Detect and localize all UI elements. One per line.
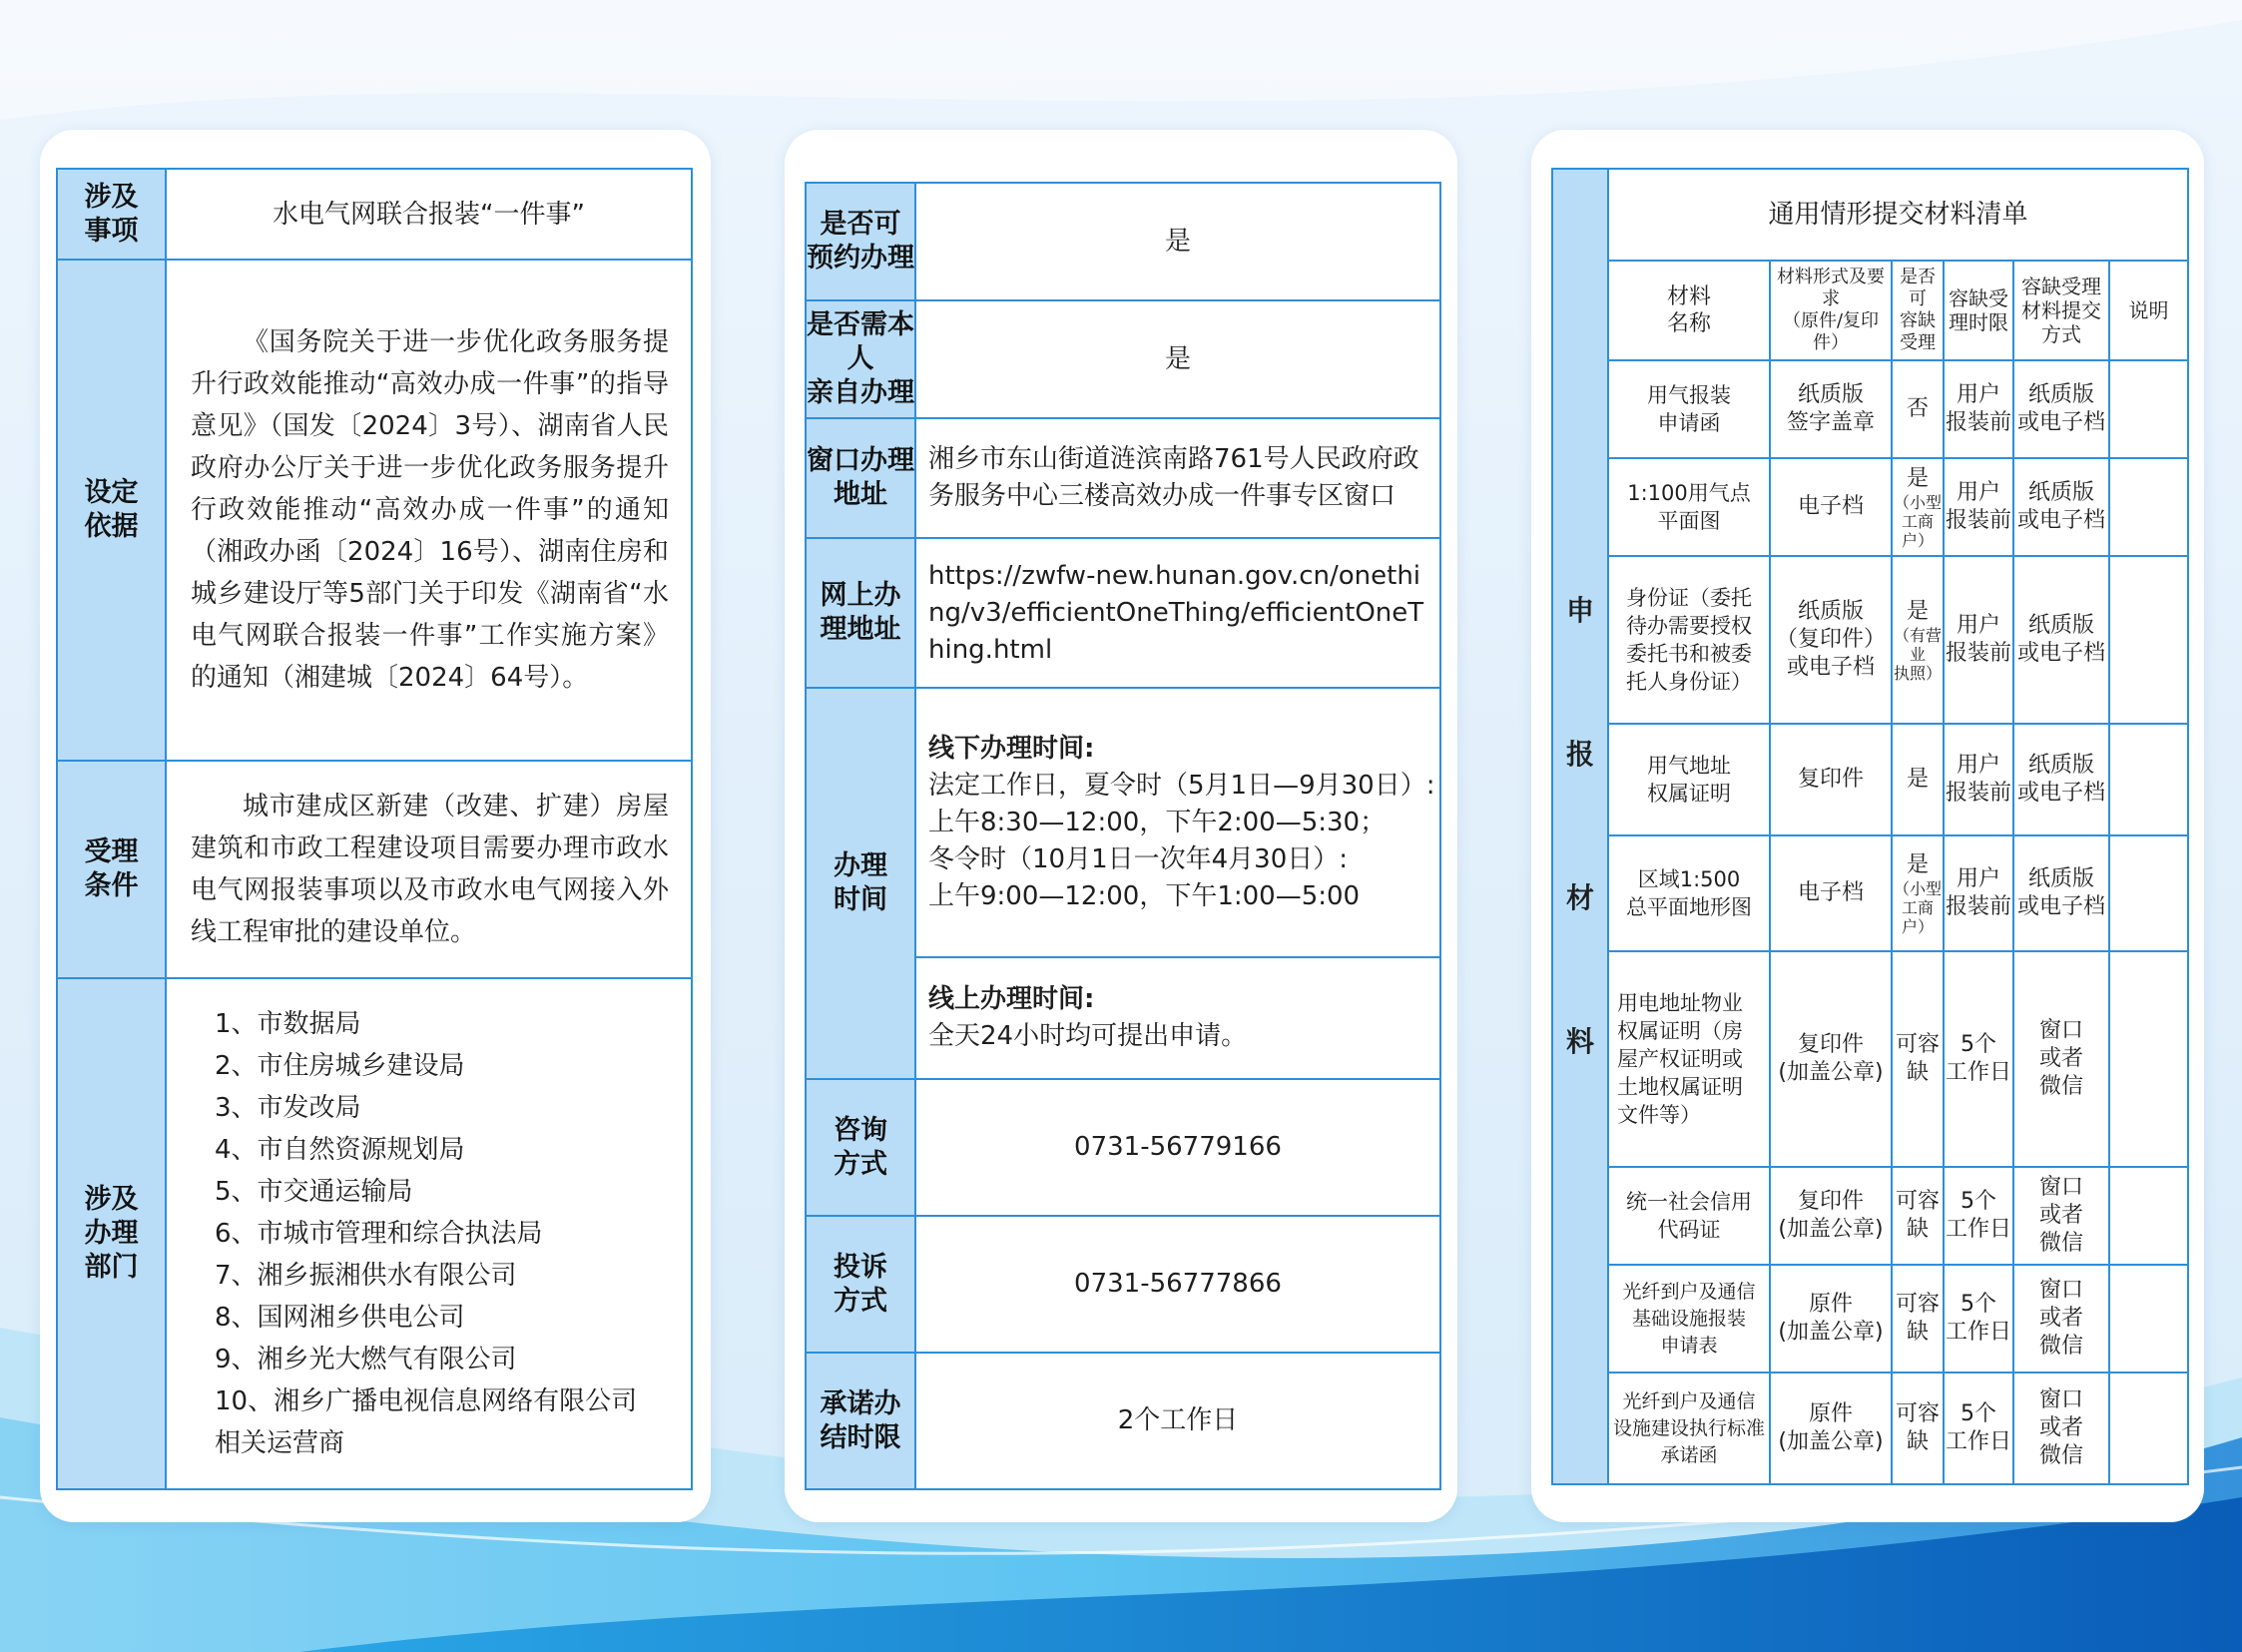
materials-side-label: 申 报 材 料 (1565, 594, 1594, 1058)
cell-form: 电子档 (1797, 494, 1864, 519)
table-row (1552, 360, 2188, 458)
cell-method: 窗口 或者 微信 (2038, 1278, 2083, 1359)
complaint-label: 投诉 方式 (834, 1251, 887, 1317)
department-item: 10、湘乡广播电视信息网络有限公司 (215, 1386, 638, 1416)
online-address-link[interactable]: https://zwfw-new.hunan.gov.cn/onething/v3/efficientOneThing/efficientOneThing.html (915, 538, 1440, 688)
cell-name: 1:100用气点 平面图 (1627, 481, 1751, 533)
offline-hours-line: 上午8:30—12:00，下午2:00—5:30； (928, 807, 1387, 837)
cell-form: 复印件 (加盖公章) (1778, 1189, 1884, 1242)
department-item: 8、国网湘乡供电公司 (215, 1303, 465, 1333)
departments-label: 涉及 办理 部门 (57, 978, 166, 1489)
cell-time: 用户 报装前 (1945, 866, 2011, 919)
cell-note (2109, 360, 2188, 458)
consult-phone: 0731-56779166 (915, 1079, 1440, 1216)
cell-form: 纸质版 签字盖章 (1786, 382, 1875, 435)
department-item: 1、市数据局 (215, 1009, 361, 1039)
cell-method: 纸质版 或电子档 (2016, 866, 2105, 919)
department-item: 5、市交通运输局 (215, 1177, 413, 1207)
cell-method: 纸质版 或电子档 (2016, 382, 2105, 435)
item-label: 涉及 事项 (57, 169, 166, 260)
cell-name: 区域1:500 总平面地形图 (1626, 867, 1752, 919)
departments-list (166, 978, 692, 1489)
materials-title: 通用情形提交材料清单 (1608, 169, 2188, 261)
offline-hours-line: 上午9:00—12:00，下午1:00—5:00 (928, 880, 1361, 911)
cell-note (2109, 724, 2188, 835)
complaint-phone: 0731-56777866 (915, 1216, 1440, 1353)
cell-allow: 是 (1906, 465, 1929, 491)
online-hours-text: 全天24小时均可提出申请。 (928, 1021, 1248, 1051)
offline-hours-line: 法定工作日，夏令时（5月1日—9月30日）: (928, 770, 1435, 801)
materials-table (1551, 168, 2189, 1485)
cell-form: 复印件 (1797, 767, 1864, 792)
cell-time: 用户 报装前 (1945, 480, 2011, 533)
cell-note (2109, 1167, 2188, 1265)
cell-name: 光纤到户及通信 基础设施报装 申请表 (1622, 1280, 1756, 1357)
cell-name: 用气报装 申请函 (1647, 383, 1731, 435)
cell-method: 窗口 或者 微信 (2038, 1175, 2083, 1256)
cell-form: 原件 (加盖公章) (1778, 1401, 1884, 1454)
cell-note (2109, 458, 2188, 556)
department-item: 相关运营商 (215, 1428, 345, 1458)
online-address-label: 网上办 理地址 (820, 580, 901, 645)
cell-time: 用户 报装前 (1945, 382, 2011, 435)
cell-method: 窗口 或者 微信 (2038, 1018, 2083, 1099)
department-item: 2、市住房城乡建设局 (215, 1051, 465, 1081)
cell-allow-note: （小型 工商户） (1893, 492, 1942, 550)
hours-label: 办理 时间 (834, 850, 887, 915)
item-value: 水电气网联合报装“一件事” (166, 169, 692, 260)
appointment-value: 是 (915, 183, 1440, 300)
cell-allow: 可容缺 (1895, 1292, 1940, 1345)
offline-hours-title: 线下办理时间: (928, 733, 1095, 764)
col-header-name: 材料 名称 (1666, 284, 1711, 336)
time-limit-value: 2个工作日 (915, 1353, 1440, 1489)
table-row (1552, 458, 2188, 556)
cell-note (2109, 1265, 2188, 1373)
department-item: 3、市发改局 (215, 1093, 361, 1123)
department-item: 4、市自然资源规划局 (215, 1135, 465, 1165)
handling-info-table (805, 182, 1441, 1490)
in-person-value: 是 (915, 300, 1440, 418)
table-row (1552, 556, 2188, 724)
cell-name: 统一社会信用 代码证 (1626, 1190, 1752, 1242)
in-person-label: 是否需本人 亲自办理 (807, 309, 914, 408)
table-row (1552, 951, 2188, 1167)
appointment-label: 是否可 预约办理 (807, 209, 914, 274)
condition-value: 城市建成区新建（改建、扩建）房屋建筑和市政工程建设项目需要办理市政水电气网报装事项以及市政水电气网接入外线工程审批的建设单位。 (191, 792, 669, 947)
cell-time: 5个 工作日 (1945, 1292, 2011, 1345)
department-item: 6、市城市管理和综合执法局 (215, 1219, 543, 1249)
cell-allow: 可容缺 (1895, 1401, 1940, 1454)
consult-label: 咨询 方式 (834, 1114, 887, 1180)
table-row (1552, 835, 2188, 951)
col-header-note: 说明 (2128, 298, 2169, 322)
basis-value: 《国务院关于进一步优化政务服务提升行政效能推动“高效办成一件事”的指导意见》（国发〔2024〕3号）、湖南省人民政府办公厅关于进一步优化政务服务提升行政效能推动“高效办成一件事”的通知（湘政办函〔2024〕16号）、湖南住房和城乡建设厅等5部门关于印发《湖南省“水电气网联合报装一件事”工作实施方案》的通知（湘建城〔2024〕64号）。 (191, 327, 669, 693)
cell-allow-note: （有营业 执照） (1893, 625, 1942, 683)
cell-name: 光纤到户及通信 设施建设执行标准 承诺函 (1613, 1389, 1766, 1466)
cell-allow: 可容缺 (1895, 1032, 1940, 1085)
col-header-allow: 是否可 容缺受理 (1900, 267, 1936, 353)
condition-label: 受理 条件 (57, 761, 166, 978)
window-address-value: 湘乡市东山街道涟滨南路761号人民政府政务服务中心三楼高效办成一件事专区窗口 (915, 418, 1440, 538)
col-header-method: 容缺受理 材料提交 方式 (2021, 275, 2101, 346)
cell-name: 身份证（委托 待办需要授权 委托书和被委 托人身份证） (1626, 586, 1752, 694)
cell-name: 用电地址物业 权属证明（房 屋产权证明或 土地权属证明 文件等） (1617, 991, 1743, 1127)
cell-form: 原件 (加盖公章) (1778, 1292, 1884, 1345)
cell-note (2109, 951, 2188, 1167)
table-row (1552, 1265, 2188, 1373)
cell-note (2109, 556, 2188, 724)
panel-item-info (40, 130, 711, 1522)
panel-handling-info (785, 130, 1457, 1522)
cell-allow: 否 (1906, 396, 1929, 421)
cell-form: 复印件 (加盖公章) (1778, 1032, 1884, 1085)
time-limit-label: 承诺办 结时限 (820, 1387, 901, 1453)
cell-allow: 是 (1906, 851, 1929, 877)
cell-form: 电子档 (1797, 880, 1864, 905)
cell-allow: 是 (1906, 767, 1929, 792)
col-header-form: 材料形式及要求 （原件/复印件） (1777, 267, 1885, 353)
offline-hours (915, 688, 1440, 957)
table-row (1552, 724, 2188, 835)
cell-note (2109, 1373, 2188, 1484)
cell-time: 用户 报装前 (1945, 753, 2011, 806)
department-item: 9、湘乡光大燃气有限公司 (215, 1345, 517, 1375)
cell-form: 纸质版 （复印件） 或电子档 (1775, 599, 1886, 680)
cell-method: 窗口 或者 微信 (2038, 1387, 2083, 1468)
online-hours-title: 线上办理时间: (928, 984, 1095, 1014)
col-header-time: 容缺受 理时限 (1949, 286, 2008, 334)
window-address-label: 窗口办理 地址 (807, 445, 914, 510)
item-info-table (56, 168, 693, 1490)
offline-hours-line: 冬令时（10月1日一次年4月30日）: (928, 843, 1349, 874)
cell-time: 用户 报装前 (1945, 613, 2011, 666)
department-item: 7、湘乡振湘供水有限公司 (215, 1261, 517, 1291)
cell-time: 5个 工作日 (1945, 1401, 2011, 1454)
cell-note (2109, 835, 2188, 951)
panel-materials (1531, 130, 2204, 1522)
online-hours (915, 957, 1440, 1079)
cell-allow: 可容缺 (1895, 1189, 1940, 1242)
cell-method: 纸质版 或电子档 (2016, 613, 2105, 666)
cell-time: 5个 工作日 (1945, 1189, 2011, 1242)
cell-method: 纸质版 或电子档 (2016, 480, 2105, 533)
table-row (1552, 1167, 2188, 1265)
cell-allow: 是 (1906, 598, 1929, 624)
cell-allow-note: （小型 工商户） (1893, 878, 1942, 936)
cell-method: 纸质版 或电子档 (2016, 753, 2105, 806)
basis-label: 设定 依据 (57, 260, 166, 761)
cell-name: 用气地址 权属证明 (1647, 754, 1731, 806)
table-row (1552, 1373, 2188, 1484)
cell-time: 5个 工作日 (1945, 1032, 2011, 1085)
